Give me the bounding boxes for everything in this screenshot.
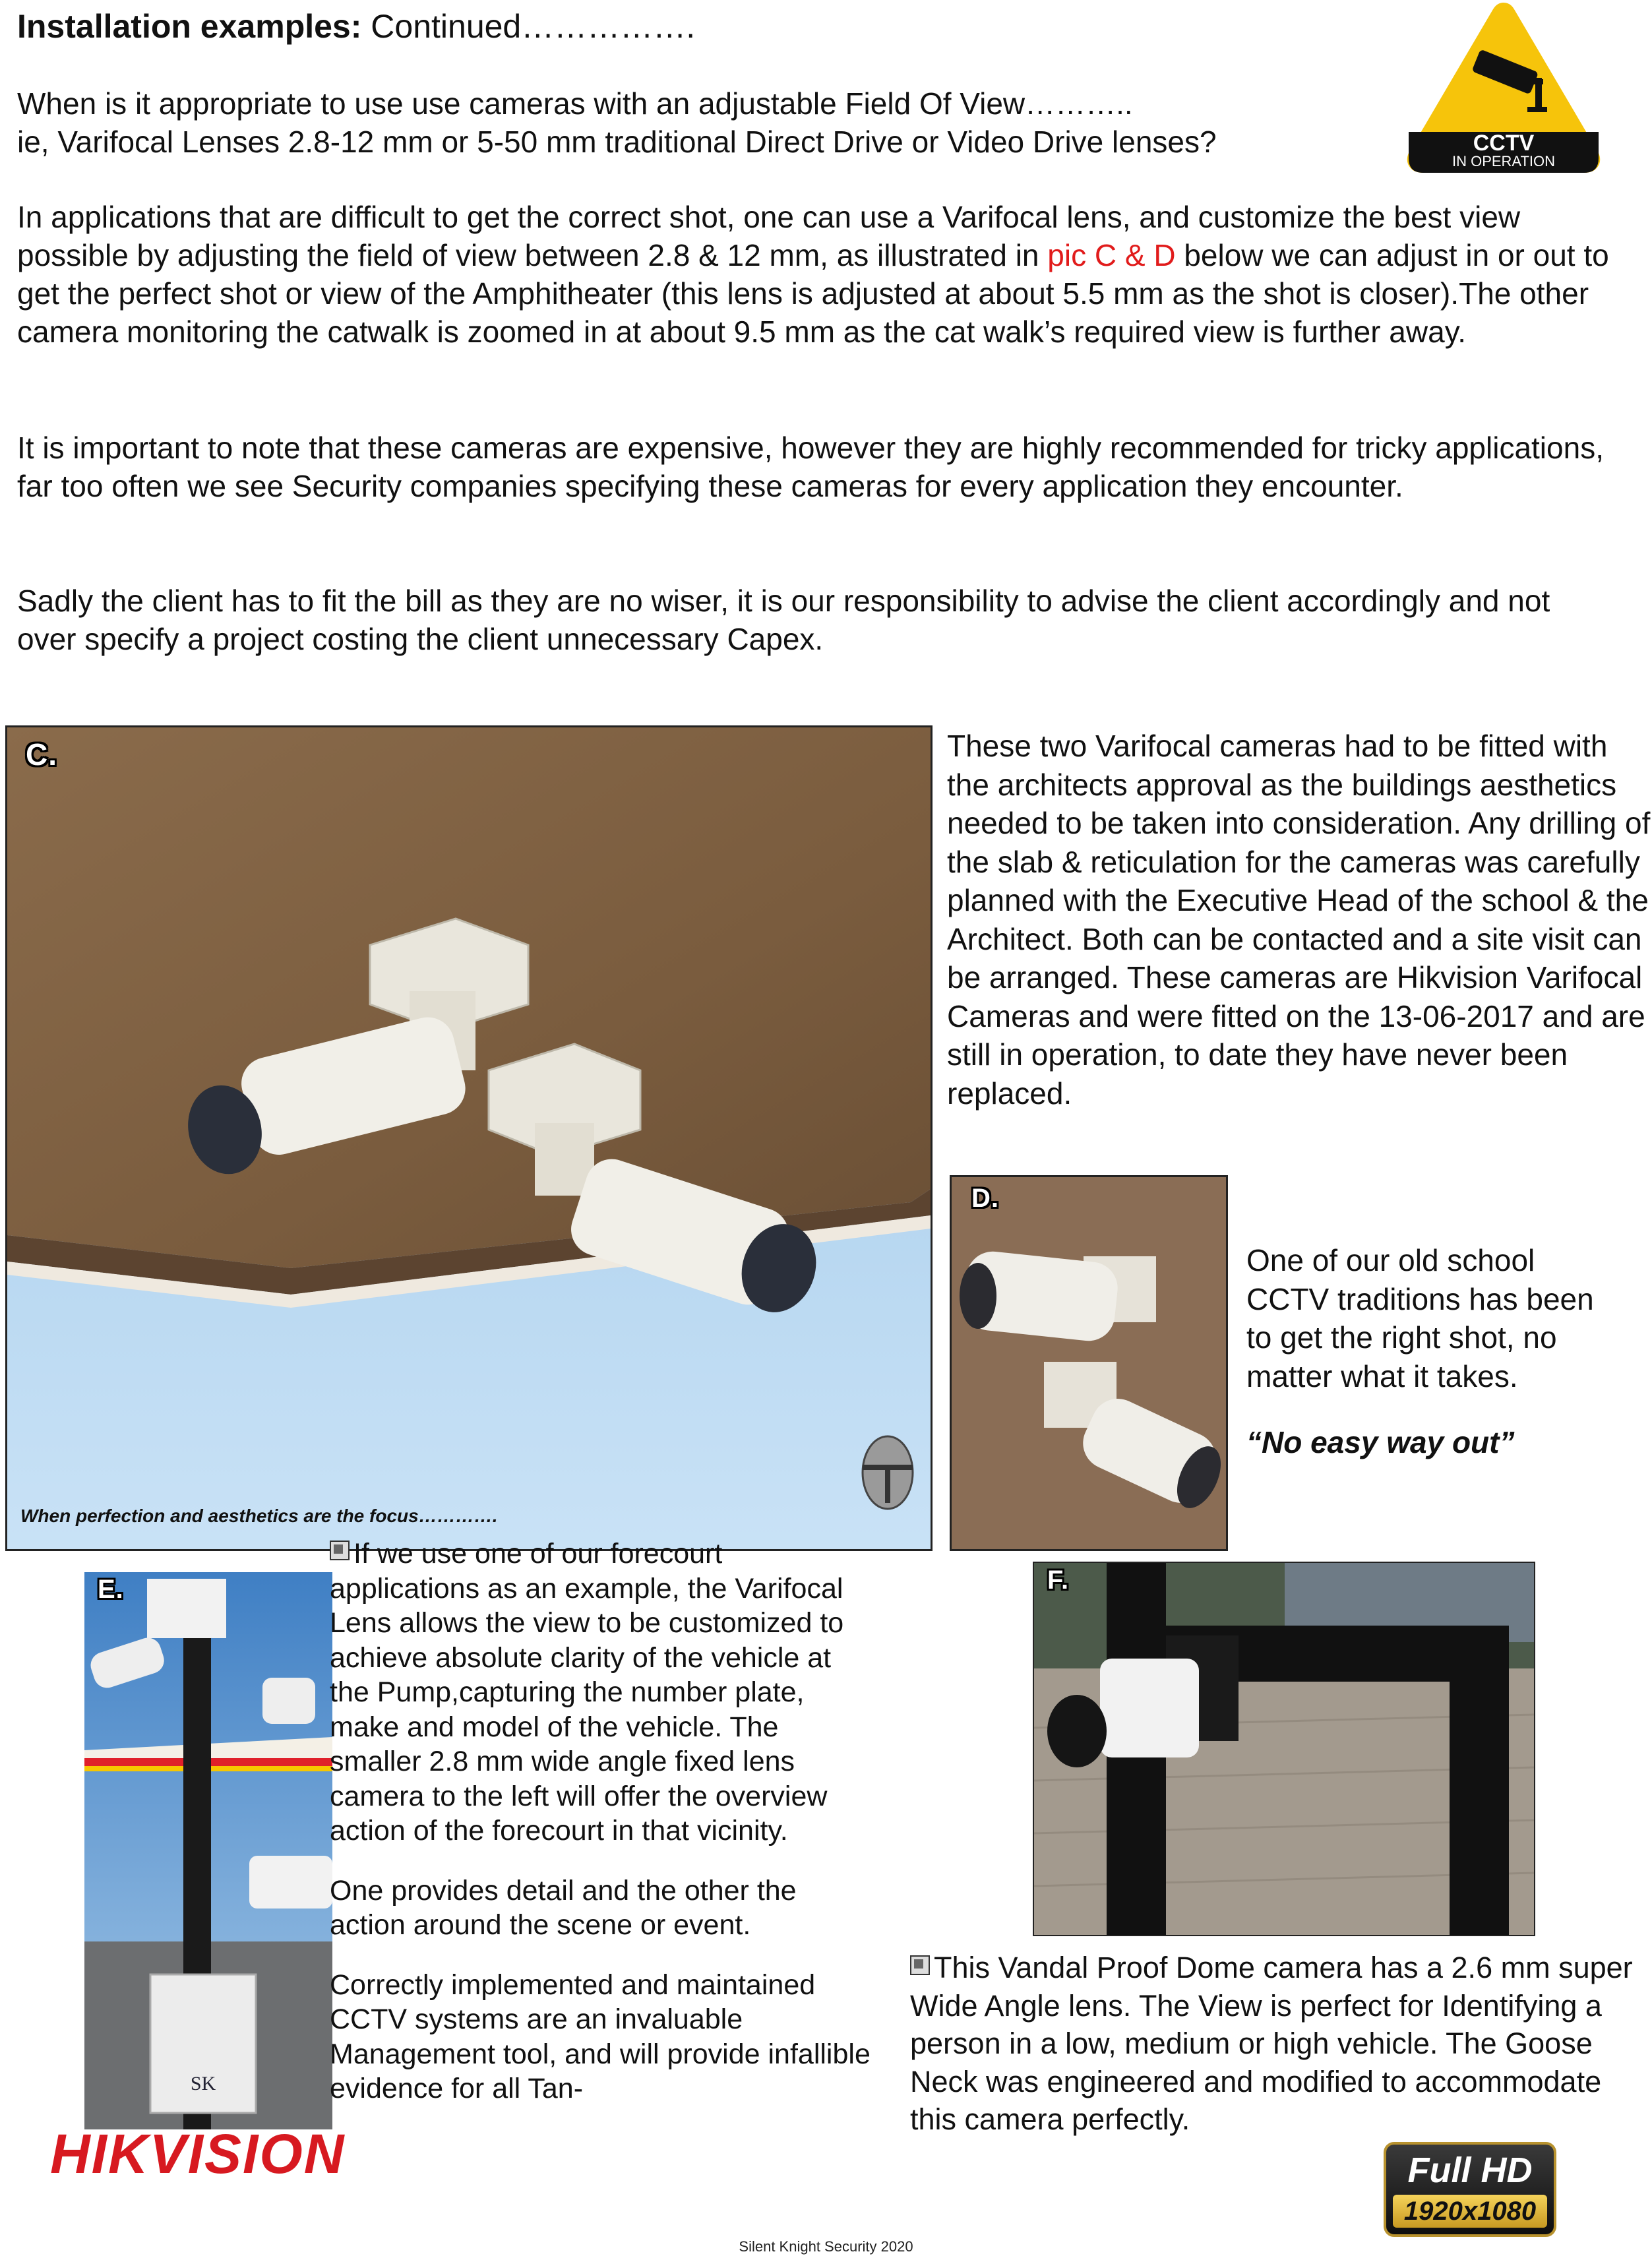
photo-c-varifocal-cameras: [5, 725, 933, 1551]
intro-text: [17, 84, 1402, 161]
photo-label-d: D.: [971, 1184, 999, 1213]
photo-e-paragraph-2: One provides detail and the other the action around the scene or event.: [330, 1874, 797, 1941]
photo-d-quote: “No easy way out”: [1246, 1425, 1515, 1459]
photo-marker-icon: [330, 1541, 350, 1560]
photo-label-e: E.: [98, 1575, 124, 1604]
photo-f-dome-camera: [1033, 1562, 1535, 1936]
photo-label-f: F.: [1047, 1566, 1070, 1595]
photo-e-paragraph-3: Correctly implemented and maintained CCTV systems are an invaluable Management tool, and will provide infallible evidence for all Tan-: [330, 1969, 871, 2104]
sk-box-logo: SK: [190, 2073, 216, 2094]
knight-helmet-icon: [863, 1436, 913, 1509]
page-title: Installation examples: Continued…………….: [17, 8, 696, 45]
photo-f-description: This Vandal Proof Dome camera has a 2.6 mm super Wide Angle lens. The View is perfect for Identifying a person in a low, medium or high vehicle. The Goose Neck was engineered and modified to accommodate this camera perfectly.: [910, 1951, 1633, 2136]
full-hd-label: Full HD: [1407, 2151, 1533, 2190]
hikvision-logo-text: HIKVISION: [50, 2123, 346, 2185]
photo-d-wall-cameras: [950, 1175, 1228, 1551]
intro-line-2: ie, Varifocal Lenses 2.8-12 mm or 5-50 mm traditional Direct Drive or Video Drive lenses?: [17, 125, 1217, 159]
photo-e-forecourt-cameras: [84, 1572, 332, 2129]
photo-e-paragraph-1: If we use one of our forecourt applications as an example, the Varifocal Lens allows the view to be customized to achieve absolute clarity of the vehicle at the Pump,capturing the number plate, make and model of the vehicle. The smaller 2.8 mm wide angle fixed lens camera to the left will offer the overview action of the forecourt in that vicinity.: [330, 1538, 844, 1847]
photo-c-description: These two Varifocal cameras had to be fitted with the architects approval as the buildings aesthetics needed to be taken into consideration. Any drilling of the slab & reticulation for the cameras was carefully planned with the Executive Head of the school & the Architect. Both can be contacted and a site visit can be arranged. These cameras are Hikvision Varifocal Cameras and were fitted on the 13-06-2017 and are still in operation, to date they have never been replaced.: [947, 729, 1651, 1111]
photo-e-description: [330, 1537, 877, 2106]
sign-subtitle: IN OPERATION: [1452, 153, 1556, 169]
page-footer: Silent Knight Security 2020: [739, 2238, 913, 2255]
photo-c-caption: When perfection and aesthetics are the focus………….: [20, 1506, 498, 1526]
sign-title: CCTV: [1473, 131, 1535, 156]
photo-marker-icon: [910, 1955, 930, 1975]
full-hd-badge: [1384, 2142, 1556, 2237]
hikvision-logo: [50, 2122, 345, 2186]
intro-line-1: When is it appropriate to use use cameras with an adjustable Field Of View………..: [17, 86, 1133, 121]
cctv-warning-sign: [1405, 0, 1603, 178]
pic-reference: pic C & D: [1047, 238, 1176, 272]
paragraph-client: Sadly the client has to fit the bill as they are no wiser, it is our responsibility to advise the client accordingly and not over specify a project costing the client unnecessary Capex.: [17, 584, 1550, 656]
full-hd-resolution: 1920x1080: [1393, 2195, 1547, 2228]
paragraph-varifocal: In applications that are difficult to get the correct shot, one can use a Varifocal lens, and customize the best view possible by adjusting the field of view between 2.8 & 12 mm, as illustrated in pic C & D below we can adjust in or out to get the perfect shot or view of the Amphitheater (this lens is adjusted at about 5.5 mm as the shot is closer).The other camera monitoring the catwalk is zoomed in at about 9.5 mm as the cat walk’s required view is further away.: [17, 200, 1609, 349]
photo-label-c: C.: [26, 737, 57, 772]
photo-d-description: One of our old school CCTV traditions has been to get the right shot, no matter what it takes.: [1246, 1243, 1594, 1393]
paragraph-cost: It is important to note that these cameras are expensive, however they are highly recommended for tricky applications, far too often we see Security companies specifying these cameras for every application they encounter.: [17, 431, 1604, 503]
